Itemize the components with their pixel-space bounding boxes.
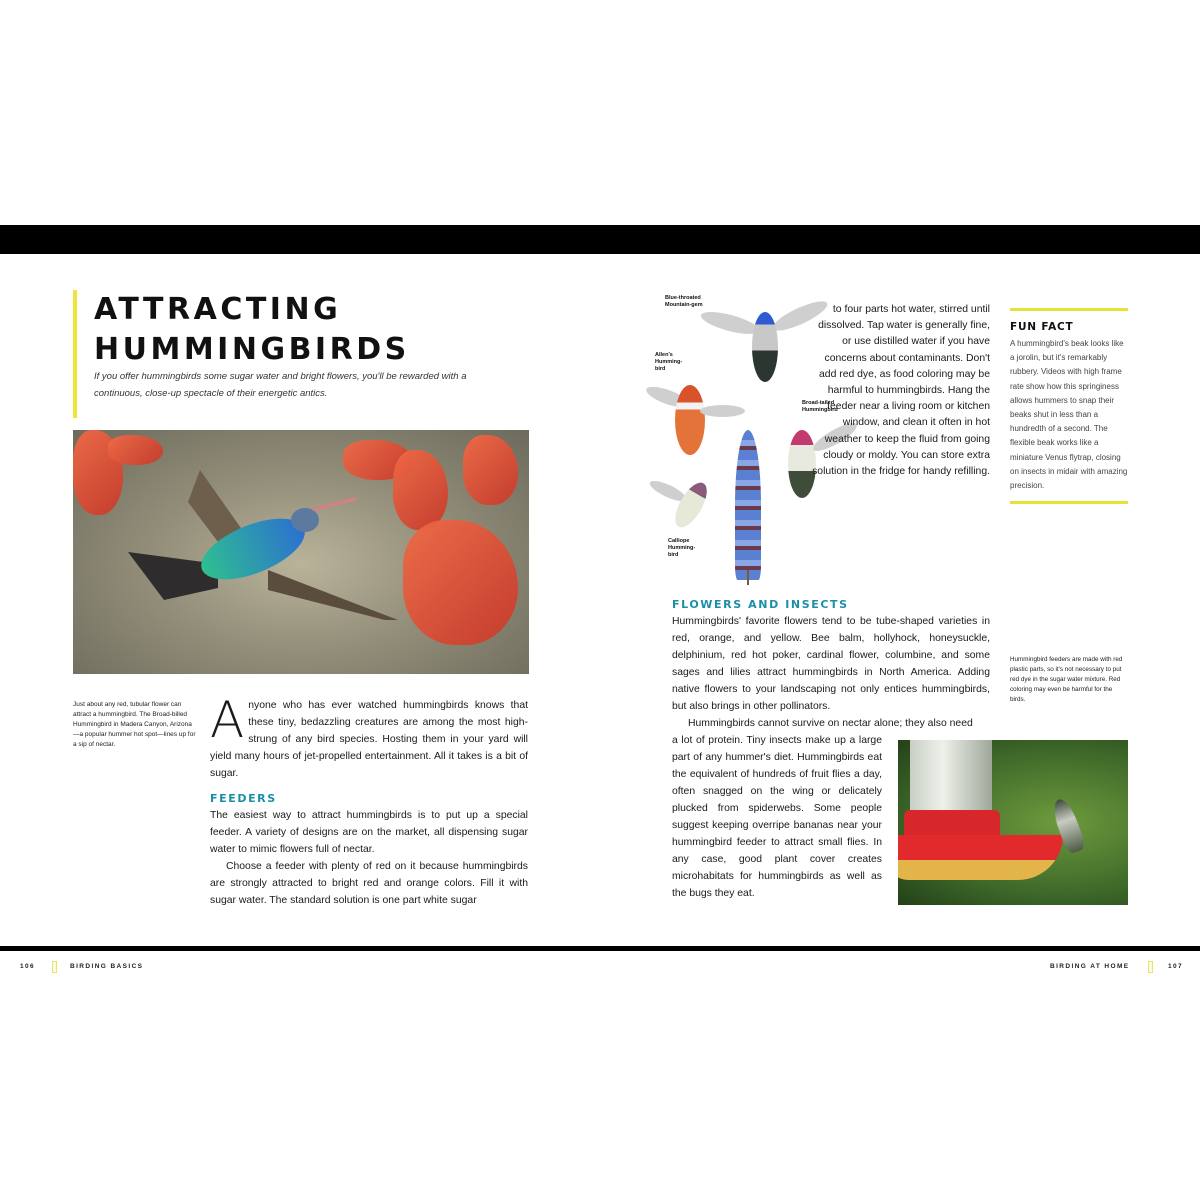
bird-wing <box>699 308 761 339</box>
flowers-paragraph-1: Hummingbirds' favorite flowers tend to be tube-shaped varieties in red, orange, and yellow. Bee balm, hollyhock, honeysuckle, delphinium, red hot poker, cardinal flower, columbine, and some sages and lilies attract hummingbirds in North America. Adding native flowers to your landscaping not only entices hummingbirds, but also brings in other pollinators. <box>672 616 990 712</box>
feeders-paragraph-1: The easiest way to attract hummingbirds is to put up a special feeder. A variety of designs are on the market, all dispensing sugar water to mimic flowers full of nectar. <box>210 810 528 855</box>
footer-yellow-mark <box>52 961 57 973</box>
footer-section-right: BIRDING AT HOME <box>1050 963 1130 970</box>
flower-shape <box>463 435 518 505</box>
title-accent-bar <box>73 290 77 418</box>
feeder-base <box>898 835 1063 880</box>
right-body-column-top: to four parts hot water, stirred until dissolved. Tap water is generally fine, or use distilled water if you have concerns about contaminants. Don't add red dye, as food coloring may be harmful to hummingbirds. Hang the feeder near a living room or kitchen window, and clean it often in hot weather to keep the fluid from going cloudy or moldy. You can store extra solution in the fridge for handy refilling. <box>812 304 990 478</box>
section-heading-feeders: FEEDERS <box>210 792 277 805</box>
fun-fact-text: A hummingbird's beak looks like a jorolin, but it's remarkably rubbery. Videos with high frame rate show how this springiness allows hummers to snap their beaks shut in less than a hundredth of a second. The flexible beak works like a miniature Venus flytrap, closing on insects in midair with amazing precision. <box>1010 339 1128 491</box>
flowers-paragraph-2-start: Hummingbirds cannot survive on nectar alone; they also need <box>688 718 973 729</box>
footer-yellow-mark <box>1148 961 1153 973</box>
intro-paragraph <box>210 691 528 782</box>
blue-throated-mountain-gem <box>752 312 778 382</box>
fun-fact-bottom-rule <box>1010 501 1128 504</box>
flowers-insects-section <box>672 596 990 732</box>
page-number-right: 107 <box>1168 963 1184 970</box>
flower-shape <box>403 520 518 645</box>
drop-cap: A <box>210 691 245 749</box>
title-line-1: ATTRACTING <box>94 292 342 327</box>
page-title <box>94 290 410 370</box>
top-black-bar <box>0 225 1200 254</box>
species-label: Blue-throated Mountain-gem <box>665 295 703 308</box>
flower-shape <box>393 450 448 530</box>
species-label: Allen's Humming-bird <box>655 352 683 372</box>
allens-hummingbird <box>675 385 705 455</box>
flower-stem <box>747 570 749 585</box>
feeders-paragraph-2: Choose a feeder with plenty of red on it because hummingbirds are strongly attracted to bright red and orange colors. Fill it with sugar water. The standard solution is one part white sugar <box>210 861 528 906</box>
feeder-photo <box>898 740 1128 905</box>
title-line-2: HUMMINGBIRDS <box>94 332 410 367</box>
page-number-left: 106 <box>20 963 36 970</box>
main-hummingbird-photo <box>73 430 529 674</box>
intro-text: nyone who has ever watched hummingbirds knows that these tiny, bedazzling creatures are among the most high-strung of any bird species. Hosting them in your yard will yield many hours of jet-propelled entertainment. All it takes is a bit of sugar. <box>210 700 528 779</box>
flowers-paragraph-2-rest: a lot of protein. Tiny insects make up a large part of any hummer's diet. Hummingbirds eat the equivalent of hundreds of fruit flies a day, often snagged on the wing or delicately plucked from spiderwebs. Some people suggest keeping overripe bananas near your hummingbird feeder to attract small flies. In any case, good plant cover creates microhabitats for hummingbirds as well as the bugs they eat. <box>672 735 882 899</box>
fun-fact-top-rule <box>1010 308 1128 311</box>
species-label: Calliope Humming-bird <box>668 538 696 558</box>
fun-fact-sidebar <box>1010 308 1128 504</box>
bird-wing <box>700 405 745 417</box>
flower-spike <box>735 430 761 580</box>
title-deck: If you offer hummingbirds some sugar water and bright flowers, you'll be rewarded with a continuous, close-up spectacle of their energetic antics. <box>94 371 467 399</box>
flower-shape <box>108 435 163 465</box>
footer-section-left: BIRDING BASICS <box>70 963 144 970</box>
bird-beak <box>313 497 357 511</box>
section-heading-flowers: FLOWERS AND INSECTS <box>672 598 849 611</box>
bird-head <box>291 508 319 532</box>
left-body-column <box>210 691 528 909</box>
bird-wing <box>268 570 398 620</box>
calliope-hummingbird <box>669 478 713 532</box>
footer-rule <box>0 946 1200 951</box>
fun-fact-title: FUN FACT <box>1010 321 1074 333</box>
species-label: Broad-tailed Hummingbird <box>802 400 838 413</box>
photo-caption-left: Just about any red, tubular flower can attract a hummingbird. The Broad-billed Hummingbird in Madera Canyon, Arizona—a popular hummer hot spot—lines up for a sip of nectar. <box>73 701 196 748</box>
photo-caption-right: Hummingbird feeders are made with red plastic parts, so it's not necessary to put red dye in the sugar water mixture. Red coloring may even be harmful for the birds. <box>1010 656 1123 703</box>
